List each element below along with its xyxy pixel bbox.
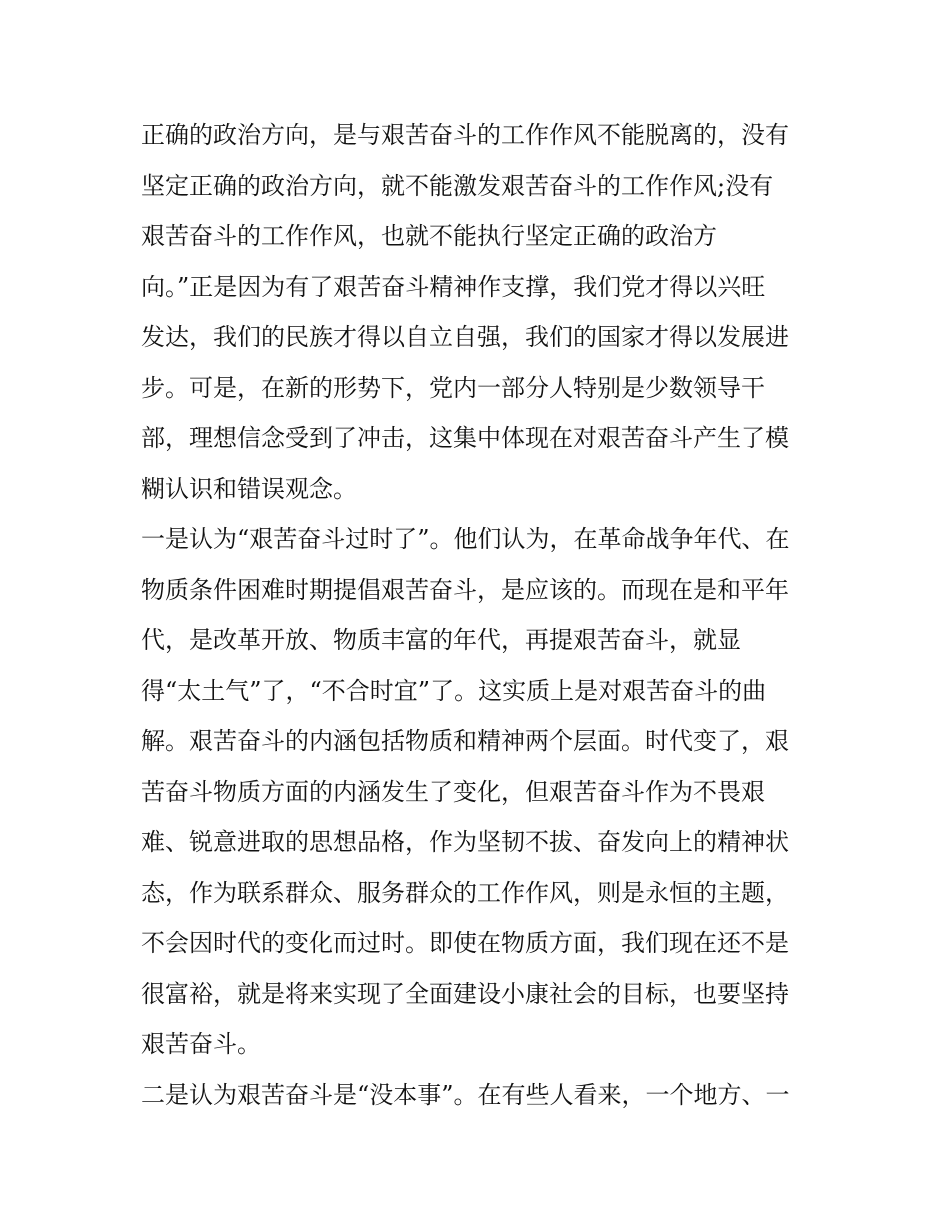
body-text xyxy=(141,110,821,1120)
text-line: 物质条件困难时期提倡艰苦奋斗，是应该的。而现在是和平年 xyxy=(141,575,789,604)
text-line: 步。可是，在新的形势下，党内一部分人特别是少数领导干 xyxy=(141,373,765,402)
text-line: 解。艰苦奋斗的内涵包括物质和精神两个层面。时代变了，艰 xyxy=(141,727,789,755)
text-line: 代，是改革开放、物质丰富的年代，再提艰苦奋斗，就显 xyxy=(141,626,741,654)
text-line: 二是认为艰苦奋斗是“没本事”。在有些人看来，一个地方、一 xyxy=(141,1080,790,1109)
text-line: 一是认为“艰苦奋斗过时了”。他们认为，在革命战争年代、在 xyxy=(141,525,790,553)
text-line: 糊认识和错误观念。 xyxy=(141,474,357,503)
text-line: 艰苦奋斗的工作作风，也就不能执行坚定正确的政治方 xyxy=(141,222,717,250)
text-line: 很富裕，就是将来实现了全面建设小康社会的目标，也要坚持 xyxy=(141,979,789,1008)
text-line: 难、锐意进取的思想品格，作为坚韧不拔、奋发向上的精神状 xyxy=(141,828,789,856)
text-line: 正确的政治方向，是与艰苦奋斗的工作作风不能脱离的，没有 xyxy=(141,121,789,149)
text-line: 坚定正确的政治方向，就不能激发艰苦奋斗的工作作风;没有 xyxy=(141,171,774,200)
text-line: 艰苦奋斗。 xyxy=(141,1030,261,1058)
text-line: 得“太土气”了，“不合时宜”了。这实质上是对艰苦奋斗的曲 xyxy=(141,676,767,705)
text-line: 向。”正是因为有了艰苦奋斗精神作支撑，我们党才得以兴旺 xyxy=(141,272,766,301)
text-line: 部，理想信念受到了冲击，这集中体现在对艰苦奋斗产生了模 xyxy=(141,424,789,452)
text-line: 态，作为联系群众、服务群众的工作作风，则是永恒的主题， xyxy=(141,878,789,907)
text-line: 苦奋斗物质方面的内涵发生了变化，但艰苦奋斗作为不畏艰 xyxy=(141,777,765,806)
text-line: 不会因时代的变化而过时。即使在物质方面，我们现在还不是 xyxy=(141,929,789,957)
text-line: 发达，我们的民族才得以自立自强，我们的国家才得以发展进 xyxy=(141,323,789,351)
